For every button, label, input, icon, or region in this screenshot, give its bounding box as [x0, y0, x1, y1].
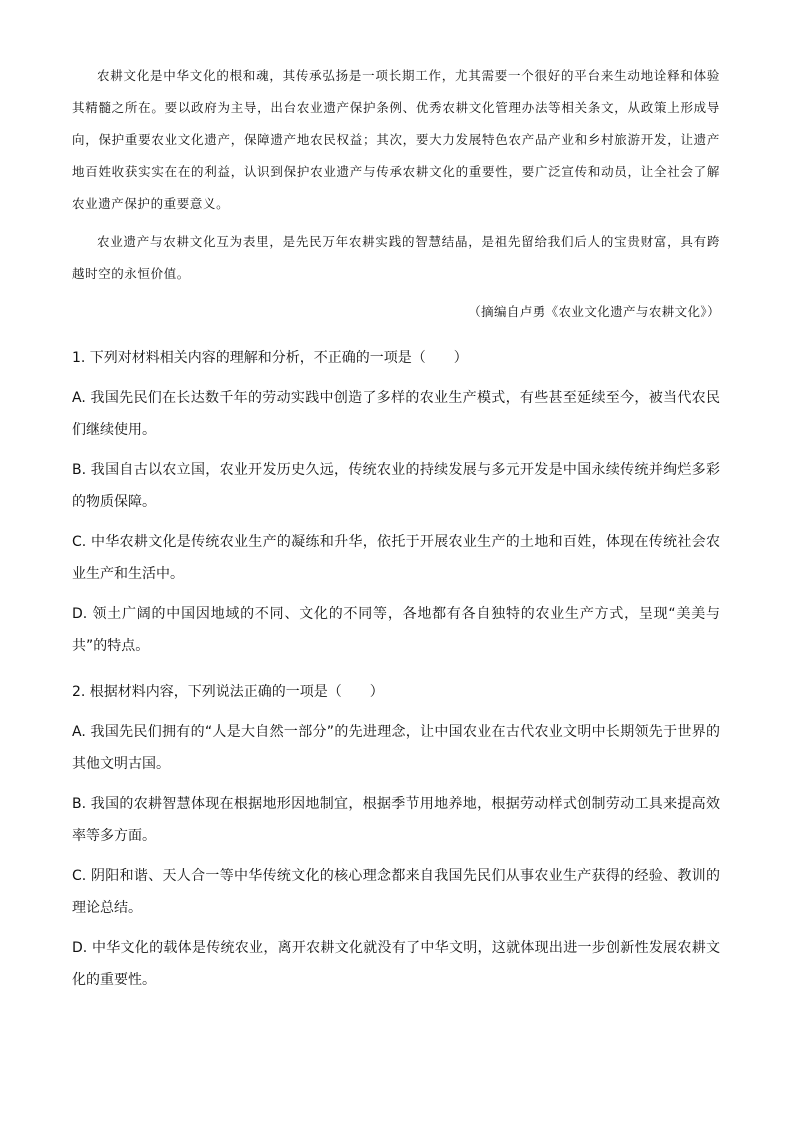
question-stem: 2. 根据材料内容，下列说法正确的一项是（ ） [72, 684, 384, 700]
option-a: A. 我国先民们在长达数千年的劳动实践中创造了多样的农业生产模式，有些甚至延续至今，被当代农民们继续使用。 [72, 390, 720, 438]
passage-source: （摘编自卢勇《农业文化遗产与农耕文化》） [468, 304, 720, 319]
option-d: D. 中华文化的载体是传统农业，离开农耕文化就没有了中华文明，这就体现出进一步创新性发展农耕文化的重要性。 [72, 940, 720, 988]
passage-paragraph: 农业遗产与农耕文化互为表里，是先民万年农耕实践的智慧结晶，是祖先留给我们后人的宝贵财富，具有跨越时空的永恒价值。 [72, 234, 720, 281]
option-b: B. 我国的农耕智慧体现在根据地形因地制宜，根据季节用地养地，根据劳动样式创制劳动工具来提高效率等多方面。 [72, 796, 720, 844]
option-c: C. 阴阳和谐、天人合一等中华传统文化的核心理念都来自我国先民们从事农业生产获得的经验、教训的理论总结。 [72, 868, 720, 916]
option-a: A. 我国先民们拥有的“人是大自然一部分”的先进理念，让中国农业在古代农业文明中长期领先于世界的其他文明古国。 [72, 724, 720, 772]
option-c: C. 中华农耕文化是传统农业生产的凝练和升华，依托于开展农业生产的土地和百姓，体现在传统社会农业生产和生活中。 [72, 534, 720, 582]
reading-passage [72, 60, 720, 328]
document-page [72, 60, 720, 996]
option-b: B. 我国自古以农立国，农业开发历史久远，传统农业的持续发展与多元开发是中国永续传统并绚烂多彩的物质保障。 [72, 462, 720, 510]
question-1 [72, 342, 720, 662]
option-d: D. 领土广阔的中国因地域的不同、文化的不同等，各地都有各自独特的农业生产方式，呈现“美美与共”的特点。 [72, 606, 720, 654]
question-stem: 1. 下列对材料相关内容的理解和分析，不正确的一项是（ ） [72, 350, 468, 366]
passage-paragraph: 农耕文化是中华文化的根和魂，其传承弘扬是一项长期工作，尤其需要一个很好的平台来生动地诠释和体验其精髓之所在。要以政府为主导，出台农业遗产保护条例、优秀农耕文化管理办法等相关条文，从政策上形成导向，保护重要农业文化遗产，保障遗产地农民权益；其次，要大力发展特色农产品产业和乡村旅游开发，让遗产地百姓收获实实在在的利益，认识到保护农业遗产与传承农耕文化的重要性，要广泛宣传和动员，让全社会了解农业遗产保护的重要意义。 [72, 68, 720, 211]
question-2 [72, 676, 720, 996]
